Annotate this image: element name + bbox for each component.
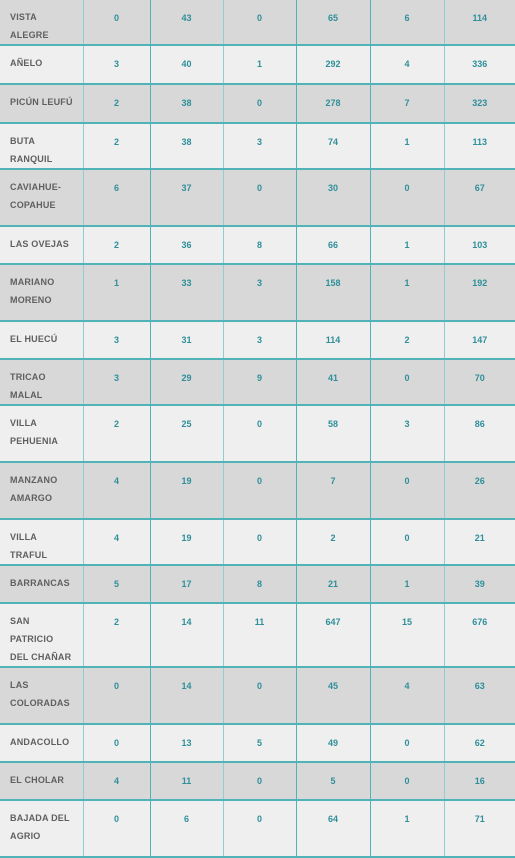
value-cell: 158: [296, 264, 370, 321]
table-row: [0, 321, 515, 359]
value-cell: 17: [150, 565, 223, 603]
value-cell: 14: [150, 603, 223, 667]
municipality-name: MANZANO AMARGO: [0, 462, 83, 519]
value-cell: 8: [223, 226, 296, 264]
value-cell: 2: [83, 405, 150, 462]
value-cell: 71: [444, 800, 515, 857]
value-cell: 6: [370, 0, 444, 45]
value-cell: 45: [296, 667, 370, 724]
table-row: [0, 405, 515, 462]
value-cell: 21: [444, 519, 515, 565]
municipality-name: VILLA TRAFUL: [0, 519, 83, 565]
value-cell: 4: [83, 762, 150, 800]
value-cell: 0: [83, 800, 150, 857]
municipality-name: BAJADA DEL AGRIO: [0, 800, 83, 857]
value-cell: 676: [444, 603, 515, 667]
municipality-name: TRICAO MALAL: [0, 359, 83, 405]
value-cell: 1: [370, 565, 444, 603]
value-cell: 0: [370, 519, 444, 565]
value-cell: 36: [150, 226, 223, 264]
value-cell: 74: [296, 123, 370, 169]
table-row: [0, 724, 515, 762]
value-cell: 5: [83, 565, 150, 603]
value-cell: 0: [223, 762, 296, 800]
value-cell: 4: [370, 45, 444, 84]
table-row: [0, 462, 515, 519]
value-cell: 3: [223, 264, 296, 321]
value-cell: 16: [444, 762, 515, 800]
value-cell: 2: [83, 123, 150, 169]
value-cell: 43: [150, 0, 223, 45]
value-cell: 4: [83, 462, 150, 519]
value-cell: 67: [444, 169, 515, 226]
value-cell: 0: [370, 462, 444, 519]
value-cell: 103: [444, 226, 515, 264]
value-cell: 6: [83, 169, 150, 226]
value-cell: 70: [444, 359, 515, 405]
value-cell: 2: [83, 226, 150, 264]
value-cell: 63: [444, 667, 515, 724]
municipality-name: ANDACOLLO: [0, 724, 83, 762]
value-cell: 0: [370, 359, 444, 405]
municipality-name: BARRANCAS: [0, 565, 83, 603]
value-cell: 0: [370, 169, 444, 226]
table-row: [0, 800, 515, 857]
table-row: [0, 359, 515, 405]
value-cell: 19: [150, 462, 223, 519]
municipality-name: VILLA PEHUENIA: [0, 405, 83, 462]
table-row: [0, 226, 515, 264]
value-cell: 65: [296, 0, 370, 45]
value-cell: 0: [223, 405, 296, 462]
value-cell: 5: [296, 762, 370, 800]
value-cell: 336: [444, 45, 515, 84]
value-cell: 38: [150, 84, 223, 123]
value-cell: 0: [223, 462, 296, 519]
municipality-name: AÑELO: [0, 45, 83, 84]
value-cell: 14: [150, 667, 223, 724]
table-row: [0, 84, 515, 123]
value-cell: 26: [444, 462, 515, 519]
municipality-name: CAVIAHUE-COPAHUE: [0, 169, 83, 226]
value-cell: 37: [150, 169, 223, 226]
value-cell: 1: [83, 264, 150, 321]
value-cell: 33: [150, 264, 223, 321]
value-cell: 62: [444, 724, 515, 762]
value-cell: 38: [150, 123, 223, 169]
value-cell: 1: [370, 264, 444, 321]
value-cell: 0: [83, 0, 150, 45]
value-cell: 323: [444, 84, 515, 123]
value-cell: 2: [296, 519, 370, 565]
value-cell: 292: [296, 45, 370, 84]
value-cell: 647: [296, 603, 370, 667]
table-row: [0, 264, 515, 321]
municipality-name: MARIANO MORENO: [0, 264, 83, 321]
municipality-name: LAS OVEJAS: [0, 226, 83, 264]
value-cell: 39: [444, 565, 515, 603]
value-cell: 64: [296, 800, 370, 857]
value-cell: 29: [150, 359, 223, 405]
value-cell: 3: [370, 405, 444, 462]
value-cell: 11: [150, 762, 223, 800]
municipality-name: SAN PATRICIO DEL CHAÑAR: [0, 603, 83, 667]
value-cell: 9: [223, 359, 296, 405]
value-cell: 1: [223, 45, 296, 84]
value-cell: 6: [150, 800, 223, 857]
value-cell: 41: [296, 359, 370, 405]
value-cell: 3: [83, 321, 150, 359]
table-row: [0, 565, 515, 603]
value-cell: 2: [370, 321, 444, 359]
value-cell: 2: [83, 84, 150, 123]
value-cell: 3: [223, 321, 296, 359]
value-cell: 1: [370, 226, 444, 264]
value-cell: 40: [150, 45, 223, 84]
value-cell: 5: [223, 724, 296, 762]
value-cell: 49: [296, 724, 370, 762]
municipality-name: BUTA RANQUIL: [0, 123, 83, 169]
value-cell: 31: [150, 321, 223, 359]
value-cell: 278: [296, 84, 370, 123]
value-cell: 1: [370, 800, 444, 857]
value-cell: 25: [150, 405, 223, 462]
table-row: [0, 519, 515, 565]
value-cell: 3: [83, 359, 150, 405]
value-cell: 147: [444, 321, 515, 359]
value-cell: 15: [370, 603, 444, 667]
value-cell: 114: [444, 0, 515, 45]
table-row: [0, 0, 515, 45]
value-cell: 0: [370, 724, 444, 762]
value-cell: 0: [223, 800, 296, 857]
value-cell: 7: [370, 84, 444, 123]
value-cell: 113: [444, 123, 515, 169]
value-cell: 1: [370, 123, 444, 169]
value-cell: 0: [83, 724, 150, 762]
value-cell: 0: [370, 762, 444, 800]
value-cell: 4: [83, 519, 150, 565]
value-cell: 114: [296, 321, 370, 359]
value-cell: 3: [83, 45, 150, 84]
value-cell: 13: [150, 724, 223, 762]
value-cell: 7: [296, 462, 370, 519]
value-cell: 0: [223, 519, 296, 565]
municipality-name: EL CHOLAR: [0, 762, 83, 800]
table-row: [0, 603, 515, 667]
value-cell: 58: [296, 405, 370, 462]
value-cell: 0: [83, 667, 150, 724]
value-cell: 192: [444, 264, 515, 321]
value-cell: 19: [150, 519, 223, 565]
table-row: [0, 762, 515, 800]
table-row: [0, 169, 515, 226]
table-row: [0, 45, 515, 84]
table-row: [0, 123, 515, 169]
value-cell: 21: [296, 565, 370, 603]
value-cell: 30: [296, 169, 370, 226]
value-cell: 0: [223, 84, 296, 123]
value-cell: 0: [223, 0, 296, 45]
value-cell: 0: [223, 169, 296, 226]
value-cell: 86: [444, 405, 515, 462]
table-row: [0, 667, 515, 724]
value-cell: 8: [223, 565, 296, 603]
value-cell: 2: [83, 603, 150, 667]
value-cell: 66: [296, 226, 370, 264]
municipality-name: VISTA ALEGRE: [0, 0, 83, 45]
municipality-name: EL HUECÚ: [0, 321, 83, 359]
value-cell: 11: [223, 603, 296, 667]
municipality-name: LAS COLORADAS: [0, 667, 83, 724]
value-cell: 3: [223, 123, 296, 169]
municipality-name: PICÚN LEUFÚ: [0, 84, 83, 123]
value-cell: 4: [370, 667, 444, 724]
value-cell: 0: [223, 667, 296, 724]
